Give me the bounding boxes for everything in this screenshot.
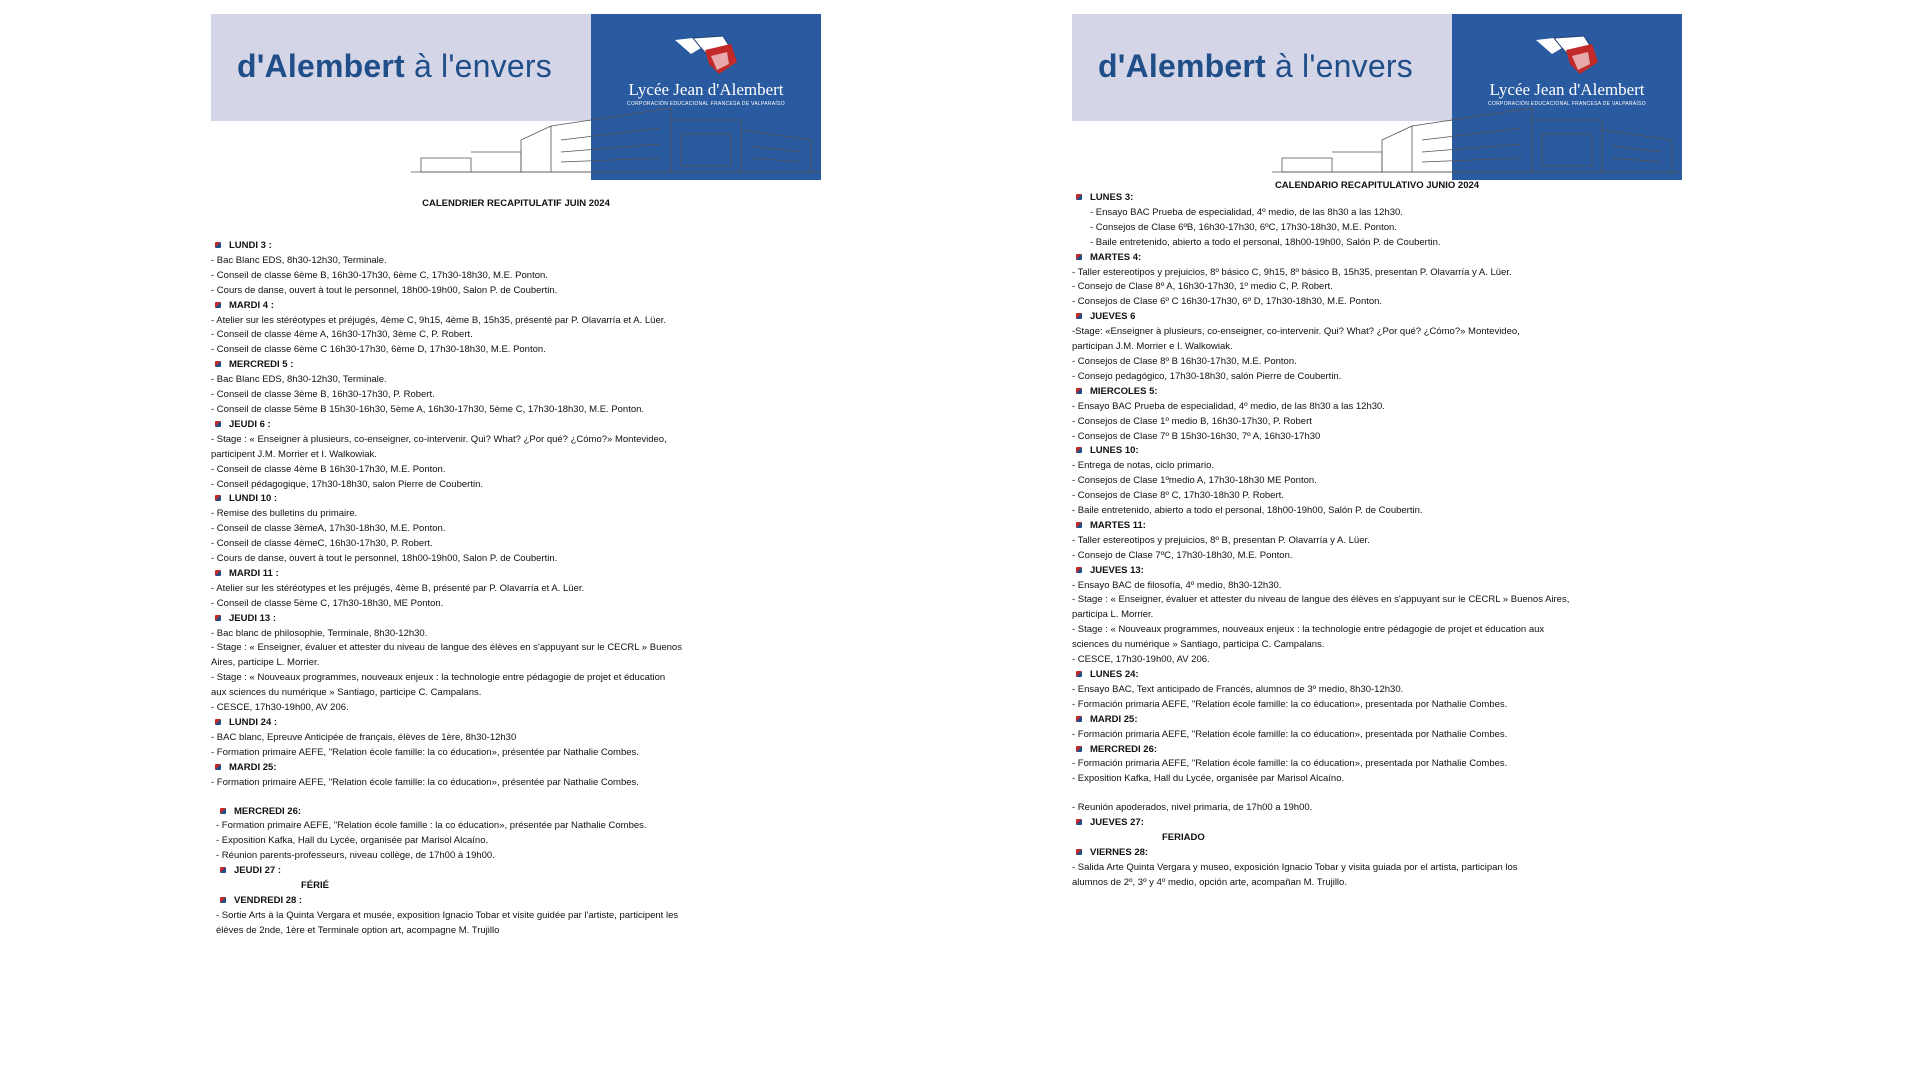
- entry-line: - Ensayo BAC Prueba de especialidad, 4º medio, de las 8h30 a las 12h30.: [1072, 400, 1385, 412]
- day-heading: MARTES 4:: [1072, 251, 1682, 266]
- entry-line: - Conseil de classe 6ème C 16h30-17h30, 6ème D, 17h30-18h30, M.E. Ponton.: [211, 344, 546, 356]
- entry-line: - Formación primaria AEFE, "Relation école famille: la co éducation», presentada por Nathalie Combes.: [1072, 728, 1508, 740]
- entry-line: - Conseil de classe 3èmeA, 17h30-18h30, M.E. Ponton.: [211, 523, 446, 535]
- calendar-title: CALENDRIER RECAPITULATIF JUIN 2024: [422, 198, 610, 209]
- entry-line: - Baile entretenido, abierto a todo el personal, 18h00-19h00, Salón P. de Coubertin.: [1072, 505, 1423, 517]
- school-subtitle: CORPORACIÓN EDUCACIONAL FRANCESA DE VALPARAÍSO: [1488, 101, 1646, 107]
- eagle-logo-icon: [671, 34, 741, 78]
- school-building-drawing-icon: [411, 100, 821, 180]
- day-heading: MIERCOLES 5:: [1072, 385, 1682, 400]
- entry-line: - Cours de danse, ouvert à tout le personnel, 18h00-19h00, Salon P. de Coubertin.: [211, 284, 558, 296]
- calendar-entries: [211, 239, 821, 939]
- entry-line: - Exposition Kafka, Hall du Lycée, organisée par Marisol Alcaíno.: [216, 835, 489, 847]
- entry-line: -Stage: «Enseigner à plusieurs, co-enseigner, co-intervenir. Qui? What? ¿Por qué? ¿Cómo?» Montevideo,: [1072, 326, 1520, 338]
- day-heading: MARDI 11 :: [211, 567, 821, 582]
- entry-line: - Atelier sur les stéréotypes et les préjugés, 4ème B, présenté par P. Olavarría et A. Lüer.: [211, 582, 585, 594]
- entry-line: - Consejos de Clase 6º C 16h30-17h30, 6º D, 17h30-18h30, M.E. Ponton.: [1072, 296, 1383, 308]
- day-heading: JUEVES 27:: [1072, 816, 1682, 831]
- entry-line: - Formación primaria AEFE, "Relation école famille: la co éducation», presentada por Nathalie Combes.: [1072, 758, 1508, 770]
- french-calendar-document: [211, 14, 821, 939]
- entry-line: - Taller estereotipos y prejuicios, 8º básico C, 9h15, 8º básico B, 15h35, presentan P. Olavarría y A. Lüer.: [1072, 266, 1512, 278]
- day-heading: LUNDI 10 :: [211, 492, 821, 507]
- entry-line: - Remise des bulletins du primaire.: [211, 508, 358, 520]
- entry-line: - Sortie Arts à la Quinta Vergara et musée, exposition Ignacio Tobar et visite guidée par l'artiste, participent les: [216, 909, 679, 921]
- entry-line: élèves de 2nde, 1ère et Terminale option art, acompagne M. Trujillo: [216, 924, 500, 936]
- entry-line: - Stage : « Nouveaux programmes, nouveaux enjeux : la technologie entre pédagogie de projet et éducation aux: [1072, 624, 1545, 636]
- eagle-logo-icon: [1532, 34, 1602, 78]
- day-heading: JUEVES 6: [1072, 310, 1682, 325]
- day-heading: MARDI 25:: [211, 761, 821, 776]
- entry-line: - Consejos de Clase 6ºB, 16h30-17h30, 6ºC, 17h30-18h30, M.E. Ponton.: [1090, 221, 1397, 233]
- holiday-label: FERIADO: [1162, 832, 1205, 844]
- entry-line: participa L. Morrier.: [1072, 609, 1154, 621]
- entry-line: - Formation primaire AEFE, "Relation école famille : la co éducation», présentée par Nathalie Combes.: [216, 820, 647, 832]
- holiday-label: FÉRIÉ: [301, 880, 329, 892]
- day-heading: VIERNES 28:: [1072, 846, 1682, 861]
- entry-line: - CESCE, 17h30-19h00, AV 206.: [211, 702, 349, 714]
- entry-line: - Formación primaria AEFE, "Relation école famille: la co éducation», presentada por Nathalie Combes.: [1072, 698, 1508, 710]
- calendar-title: CALENDARIO RECAPITULATIVO JUNIO 2024: [1274, 180, 1480, 191]
- entry-line: - Consejos de Clase 7º B 15h30-16h30, 7º A, 16h30-17h30: [1072, 430, 1321, 442]
- school-building-drawing-icon: [1272, 100, 1682, 180]
- entry-line: - Conseil de classe 4èmeC, 16h30-17h30, P. Robert.: [211, 538, 433, 550]
- header-banner: [1072, 14, 1682, 180]
- day-heading: JEUDI 6 :: [211, 418, 821, 433]
- entry-line: - Consejo pedagógico, 17h30-18h30, salón Pierre de Coubertin.: [1072, 370, 1342, 382]
- entry-line: - Entrega de notas, ciclo primario.: [1072, 460, 1215, 472]
- entry-line: - Conseil de classe 5ème B 15h30-16h30, 5ème A, 16h30-17h30, 5ème C, 17h30-18h30, M.E. Ponton.: [211, 403, 645, 415]
- entry-line: - Stage : « Enseigner, évaluer et attester du niveau de langue des élèves en s'appuyant sur le CECRL » Buenos Aires,: [1072, 594, 1570, 606]
- day-heading: LUNDI 3 :: [211, 239, 821, 254]
- day-heading: MERCREDI 26:: [1072, 743, 1682, 758]
- entry-line: - Formation primaire AEFE, "Relation école famille: la co éducation», présentée par Nathalie Combes.: [211, 746, 639, 758]
- entry-line: - Salida Arte Quinta Vergara y museo, exposición Ignacio Tobar y visita guiada por el artista, participan los: [1072, 861, 1518, 873]
- day-heading: JEUDI 13 :: [211, 612, 821, 627]
- entry-line: - Conseil de classe 6ème B, 16h30-17h30, 6ème C, 17h30-18h30, M.E. Ponton.: [211, 269, 548, 281]
- entry-line: - Conseil de classe 5ème C, 17h30-18h30, ME Ponton.: [211, 597, 444, 609]
- entry-line: - Ensayo BAC, Text anticipado de Francés, alumnos de 3º medio, 8h30-12h30.: [1072, 683, 1404, 695]
- entry-line: - Ensayo BAC Prueba de especialidad, 4º medio, de las 8h30 a las 12h30.: [1090, 206, 1403, 218]
- entry-line: - Taller estereotipos y prejuicios, 8º B, presentan P. Olavarría y A. Lüer.: [1072, 534, 1370, 546]
- entry-line: - Atelier sur les stéréotypes et préjugés, 4ème C, 9h15, 4ème B, 15h35, présenté par P. Olavarría et A. Lüer.: [211, 314, 667, 326]
- entry-line: - Conseil de classe 4ème B 16h30-17h30, M.E. Ponton.: [211, 463, 446, 475]
- entry-line: - Exposition Kafka, Hall du Lycée, organisée par Marisol Alcaíno.: [1072, 773, 1345, 785]
- spacer: [211, 791, 821, 805]
- day-heading: JEUDI 27 :: [216, 864, 821, 879]
- day-heading: LUNDI 24 :: [211, 716, 821, 731]
- entry-line: - Bac blanc de philosophie, Terminale, 8h30-12h30.: [211, 627, 428, 639]
- day-heading: MARTES 11:: [1072, 519, 1682, 534]
- entry-line: - Ensayo BAC de filosofía, 4º medio, 8h30-12h30.: [1072, 579, 1282, 591]
- day-heading: JUEVES 13:: [1072, 564, 1682, 579]
- entry-line: participan J.M. Morrier e I. Walkowiak.: [1072, 341, 1233, 353]
- entry-line: - Stage : « Enseigner à plusieurs, co-enseigner, co-intervenir. Qui? What? ¿Por qué? ¿Cómo?» Montevideo,: [211, 433, 667, 445]
- entry-line: - Consejos de Clase 1ºmedio A, 17h30-18h30 ME Ponton.: [1072, 475, 1317, 487]
- entry-line: - Cours de danse, ouvert à tout le personnel, 18h00-19h00, Salon P. de Coubertin.: [211, 553, 558, 565]
- calendar-entries: [1072, 191, 1682, 891]
- entry-line: - Consejo de Clase 8º A, 16h30-17h30, 1º medio C, P. Robert.: [1072, 281, 1333, 293]
- entry-line: alumnos de 2º, 3º y 4º medio, opción arte, acompañan M. Trujillo.: [1072, 876, 1347, 888]
- day-heading: VENDREDI 28 :: [216, 894, 821, 909]
- entry-line: - Bac Blanc EDS, 8h30-12h30, Terminale.: [211, 254, 387, 266]
- entry-line: aux sciences du numérique » Santiago, participe C. Campalans.: [211, 687, 482, 699]
- entry-line: - Formation primaire AEFE, "Relation école famille: la co éducation», présentée par Nathalie Combes.: [211, 776, 639, 788]
- entry-line: - Réunion parents-professeurs, niveau collège, de 17h00 à 19h00.: [216, 850, 495, 862]
- day-heading: MARDI 4 :: [211, 299, 821, 314]
- entry-line: - Consejo de Clase 7ºC, 17h30-18h30, M.E. Ponton.: [1072, 549, 1293, 561]
- entry-line: - Conseil de classe 4ème A, 16h30-17h30, 3ème C, P. Robert.: [211, 329, 473, 341]
- entry-line: - Bac Blanc EDS, 8h30-12h30, Terminale.: [211, 374, 387, 386]
- entry-line: - Consejos de Clase 8º C, 17h30-18h30 P. Robert.: [1072, 490, 1284, 502]
- day-heading: LUNES 24:: [1072, 668, 1682, 683]
- entry-line: - Stage : « Nouveaux programmes, nouveaux enjeux : la technologie entre pédagogie de projet et éducation: [211, 672, 666, 684]
- spanish-calendar-document: [1072, 14, 1682, 891]
- entry-line: - BAC blanc, Epreuve Anticipée de français, élèves de 1ère, 8h30-12h30: [211, 731, 517, 743]
- entry-line: - Conseil de classe 3ème B, 16h30-17h30, P. Robert.: [211, 389, 435, 401]
- entry-line: - Reunión apoderados, nivel primaria, de 17h00 a 19h00.: [1072, 802, 1313, 814]
- entry-line: - Consejos de Clase 8º B 16h30-17h30, M.E. Ponton.: [1072, 355, 1297, 367]
- banner-title: d'Alembert à l'envers: [1098, 48, 1413, 84]
- school-name: Lycée Jean d'Alembert: [1489, 80, 1645, 99]
- entry-line: - CESCE, 17h30-19h00, AV 206.: [1072, 654, 1210, 666]
- day-heading: MARDI 25:: [1072, 713, 1682, 728]
- school-name: Lycée Jean d'Alembert: [628, 80, 784, 99]
- entry-line: - Conseil pédagogique, 17h30-18h30, salon Pierre de Coubertin.: [211, 478, 483, 490]
- day-heading: MERCREDI 5 :: [211, 358, 821, 373]
- day-heading: LUNES 10:: [1072, 444, 1682, 459]
- school-subtitle: CORPORACIÓN EDUCACIONAL FRANCESA DE VALPARAÍSO: [627, 101, 785, 107]
- day-heading: MERCREDI 26:: [216, 805, 821, 820]
- entry-line: - Consejos de Clase 1º medio B, 16h30-17h30, P. Robert: [1072, 415, 1312, 427]
- entry-line: participent J.M. Morrier et I. Walkowiak.: [211, 448, 377, 460]
- entry-line: sciences du numérique » Santiago, participa C. Campalans.: [1072, 639, 1325, 651]
- banner-title: d'Alembert à l'envers: [237, 48, 552, 84]
- entry-line: Aires, participe L. Morrier.: [211, 657, 320, 669]
- header-banner: [211, 14, 821, 180]
- entry-line: - Stage : « Enseigner, évaluer et attester du niveau de langue des élèves en s'appuyant sur le CECRL » Buenos: [211, 642, 682, 654]
- day-heading: LUNES 3:: [1072, 191, 1682, 206]
- entry-line: - Baile entretenido, abierto a todo el personal, 18h00-19h00, Salón P. de Coubertin.: [1090, 236, 1441, 248]
- spacer: [1072, 787, 1682, 801]
